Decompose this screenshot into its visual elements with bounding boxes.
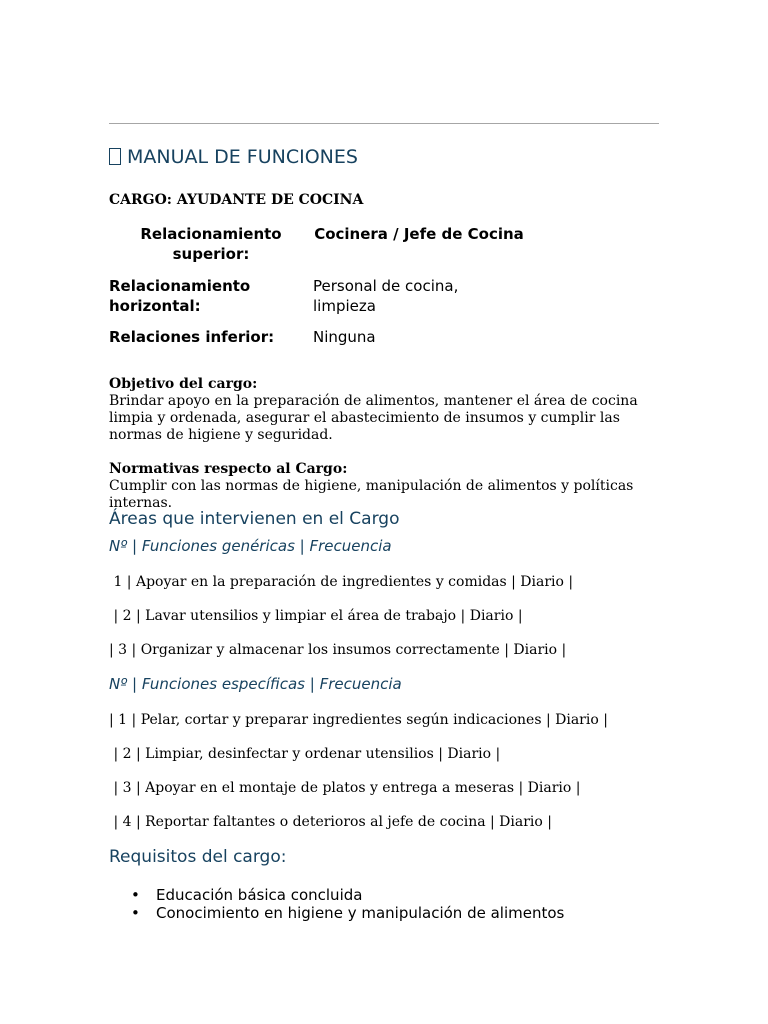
relation-label: Relacionamiento horizontal: bbox=[109, 277, 251, 315]
objective-section bbox=[109, 376, 649, 444]
especificas-row: | 4 | Reportar faltantes o deterioros al jefe de cocina | Diario | bbox=[109, 814, 552, 830]
genericas-row: | 2 | Lavar utensilios y limpiar el área de trabajo | Diario | bbox=[109, 608, 523, 624]
objective-heading: Objetivo del cargo: bbox=[109, 376, 258, 392]
relation-label: Relacionamiento superior: bbox=[140, 225, 282, 263]
especificas-row: | 3 | Apoyar en el montaje de platos y entrega a meseras | Diario | bbox=[109, 780, 581, 796]
genericas-row: 1 | Apoyar en la preparación de ingredientes y comidas | Diario | bbox=[109, 574, 574, 590]
normativas-section bbox=[109, 461, 649, 512]
especificas-row: | 1 | Pelar, cortar y preparar ingredientes según indicaciones | Diario | bbox=[109, 712, 608, 728]
list-item-text: Conocimiento en higiene y manipulación de alimentos bbox=[156, 904, 565, 922]
bullet-icon: • bbox=[131, 886, 140, 904]
relation-row bbox=[109, 276, 529, 316]
especificas-row: | 2 | Limpiar, desinfectar y ordenar utensilios | Diario | bbox=[109, 746, 501, 762]
horizontal-rule bbox=[109, 123, 659, 124]
genericas-header: Nº | Funciones genéricas | Frecuencia bbox=[109, 537, 392, 555]
bullet-icon: • bbox=[131, 904, 140, 922]
relation-row bbox=[109, 224, 529, 264]
areas-heading: Áreas que intervienen en el Cargo bbox=[109, 509, 400, 529]
especificas-header: Nº | Funciones específicas | Frecuencia bbox=[109, 675, 402, 693]
relation-row bbox=[109, 327, 529, 347]
list-item bbox=[109, 904, 564, 922]
page-title-text: MANUAL DE FUNCIONES bbox=[127, 146, 358, 168]
genericas-row: | 3 | Organizar y almacenar los insumos correctamente | Diario | bbox=[109, 642, 567, 658]
missing-glyph-icon bbox=[109, 148, 121, 165]
relation-value: Cocinera / Jefe de Cocina bbox=[314, 225, 524, 243]
requisitos-list bbox=[109, 886, 564, 922]
relation-label: Relaciones inferior: bbox=[109, 328, 275, 346]
list-item bbox=[109, 886, 564, 904]
list-item-text: Educación básica concluida bbox=[156, 886, 363, 904]
relation-value: Ninguna bbox=[313, 328, 376, 346]
normativas-text: Cumplir con las normas de higiene, manipulación de alimentos y políticas internas. bbox=[109, 478, 634, 511]
relation-value: Personal de cocina, limpieza bbox=[313, 277, 459, 315]
relations-table bbox=[109, 224, 529, 347]
cargo-heading: CARGO: AYUDANTE DE COCINA bbox=[109, 192, 364, 208]
objective-text: Brindar apoyo en la preparación de alimentos, mantener el área de cocina limpia y ordenada, asegurar el abastecimiento de insumos y cumplir las normas de higiene y seguridad. bbox=[109, 393, 638, 443]
normativas-heading: Normativas respecto al Cargo: bbox=[109, 461, 348, 477]
page-title bbox=[109, 146, 358, 168]
requisitos-heading: Requisitos del cargo: bbox=[109, 847, 287, 867]
